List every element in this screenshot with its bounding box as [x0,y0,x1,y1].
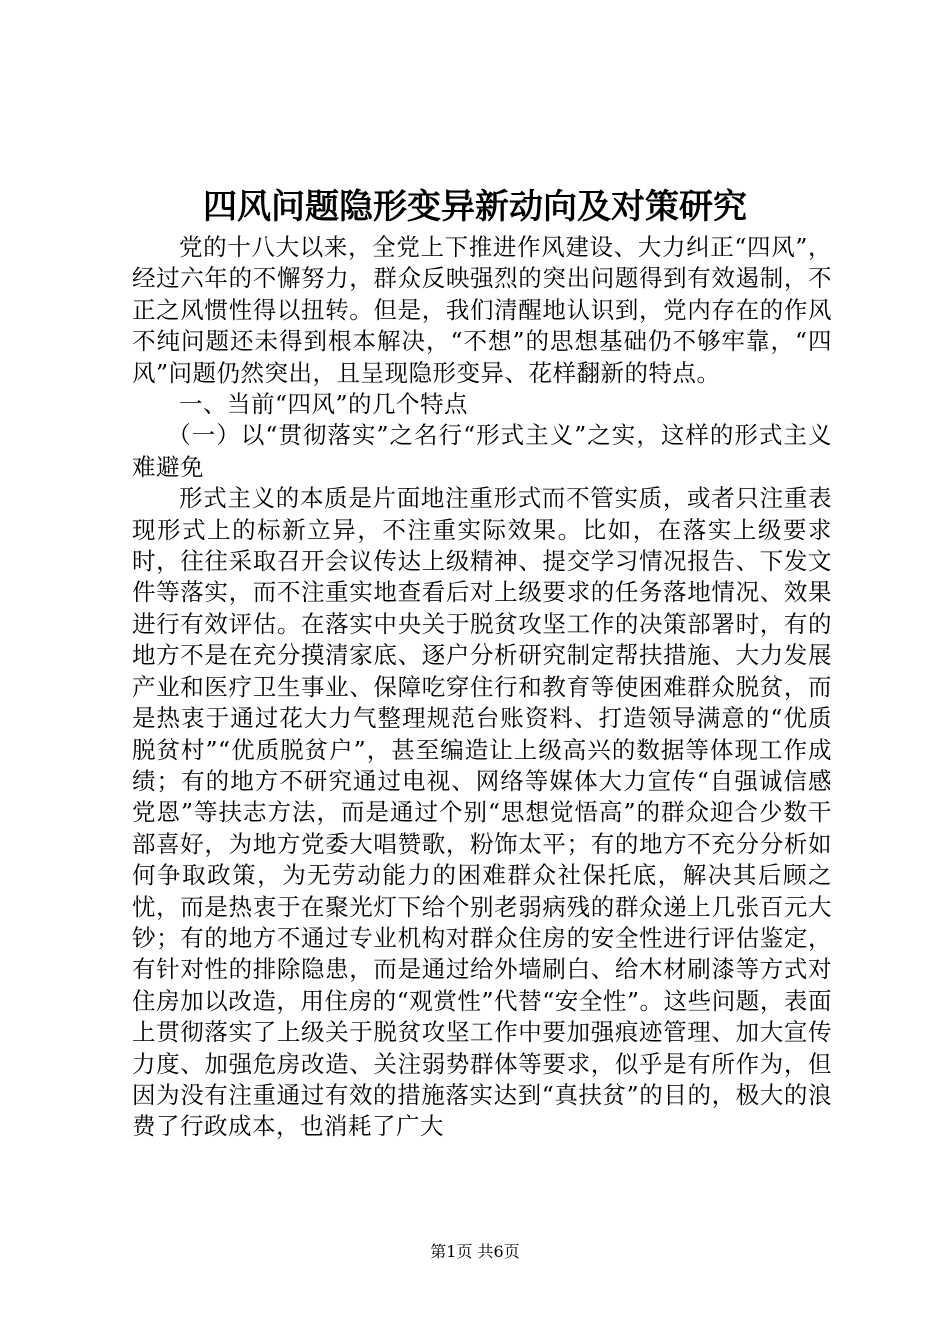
subsection-heading: （一）以“贯彻落实”之名行“形式主义”之实，这样的形式主义难避免 [132,421,832,481]
document-body [132,232,832,1143]
paragraph-intro: 党的十八大以来，全党上下推进作风建设、大力纠正“四风”，经过六年的不懈努力，群众反映强烈的突出问题得到有效遏制，不正之风惯性得以扭转。但是，我们清醒地认识到，党内存在的作风不纯问题还未得到根本解决，“不想”的思想基础仍不够牢靠，“四风”问题仍然突出，且呈现隐形变异、花样翻新的特点。 [132,233,832,387]
paragraph-formalism: 形式主义的本质是片面地注重形式而不管实质，或者只注重表现形式上的标新立异，不注重实际效果。比如，在落实上级要求时，往往采取召开会议传达上级精神、提交学习情况报告、下发文件等落实，而不注重实地查看后对上级要求的任务落地情况、效果进行有效评估。在落实中央关于脱贫攻坚工作的决策部署时，有的地方不是在充分摸清家底、逐户分析研究制定帮扶措施、大力发展产业和医疗卫生事业、保障吃穿住行和教育等使困难群众脱贫，而是热衷于通过花大力气整理规范台账资料、打造领导满意的“优质脱贫村”“优质脱贫户”，甚至编造让上级高兴的数据等体现工作成绩；有的地方不研究通过电视、网络等媒体大力宣传“自强诚信感党恩”等扶志方法，而是通过个别“思想觉悟高”的群众迎合少数干部喜好，为地方党委大唱赞歌，粉饰太平；有的地方不充分分析如何争取政策，为无劳动能力的困难群众社保托底，解决其后顾之忧，而是热衷于在聚光灯下给个别老弱病残的群众递上几张百元大钞；有的地方不通过专业机构对群众住房的安全性进行评估鉴定，有针对性的排除隐患，而是通过给外墙刷白、给木材刷漆等方式对住房加以改造，用住房的“观赏性”代替“安全性”。这些问题，表面上贯彻落实了上级关于脱贫攻坚工作中要加强痕迹管理、加大宣传力度、加强危房改造、关注弱势群体等要求，似乎是有所作为，但因为没有注重通过有效的措施落实达到“真扶贫”的目的，极大的浪费了行政成本，也消耗了广大 [132,484,832,1141]
document-title: 四风问题隐形变异新动向及对策研究 [203,187,747,227]
page-footer: 第1页 共6页 [430,1242,520,1261]
section-heading: 一、当前“四风”的几个特点 [179,390,469,419]
